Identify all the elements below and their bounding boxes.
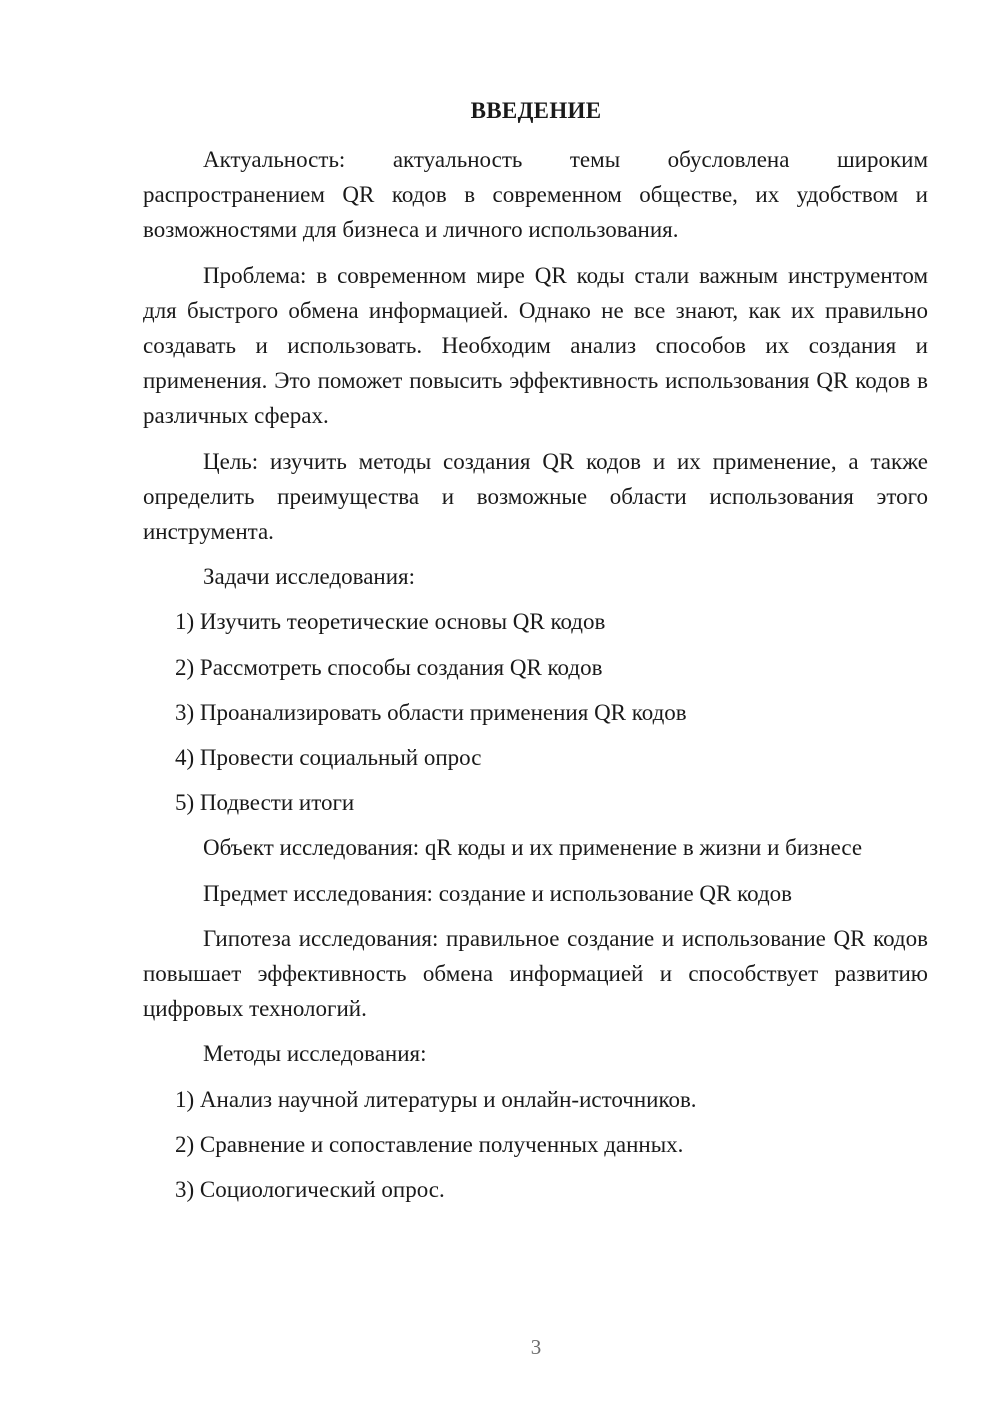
list-item: 2) Рассмотреть способы создания QR кодов <box>175 654 603 680</box>
methods-list <box>143 1082 928 1208</box>
page-body <box>143 142 928 1217</box>
list-item: 2) Сравнение и сопоставление полученных данных. <box>175 1131 684 1157</box>
list-item: 3) Проанализировать области применения QR кодов <box>175 699 687 725</box>
hypothesis-paragraph: Гипотеза исследования: правильное создание и использование QR кодов повышает эффективность обмена информацией и способствует развитию цифровых технологий. <box>143 925 928 1022</box>
list-item: 4) Провести социальный опрос <box>175 745 482 771</box>
relevance-paragraph: Актуальность: актуальность темы обусловлена широким распространением QR кодов в современном обществе, их удобством и возможностями для бизнеса и личного использования. <box>143 147 928 243</box>
tasks-heading: Задачи исследования: <box>203 564 416 590</box>
object-line: Объект исследования: qR коды и их применение в жизни и бизнесе <box>203 835 863 861</box>
subject-line: Предмет исследования: создание и использование QR кодов <box>203 880 793 906</box>
list-item: 1) Изучить теоретические основы QR кодов <box>175 609 606 635</box>
list-item: 3) Социологический опрос. <box>175 1177 445 1203</box>
page-title: ВВЕДЕНИЕ <box>470 98 602 123</box>
methods-heading: Методы исследования: <box>203 1041 427 1067</box>
problem-paragraph: Проблема: в современном мире QR коды стали важным инструментом для быстрого обмена информацией. Однако не все знают, как их правильно создавать и использовать. Необходим анализ способов их создания и применения. Это поможет повысить эффективность использования QR кодов в различных сферах. <box>143 262 928 429</box>
list-item: 1) Анализ научной литературы и онлайн-источников. <box>175 1086 697 1112</box>
tasks-list <box>143 604 928 820</box>
page-number: 3 <box>530 1335 542 1359</box>
goal-paragraph: Цель: изучить методы создания QR кодов и их применение, а также определить преимущества и возможные области использования этого инструмента. <box>143 448 928 545</box>
list-item: 5) Подвести итоги <box>175 790 355 816</box>
